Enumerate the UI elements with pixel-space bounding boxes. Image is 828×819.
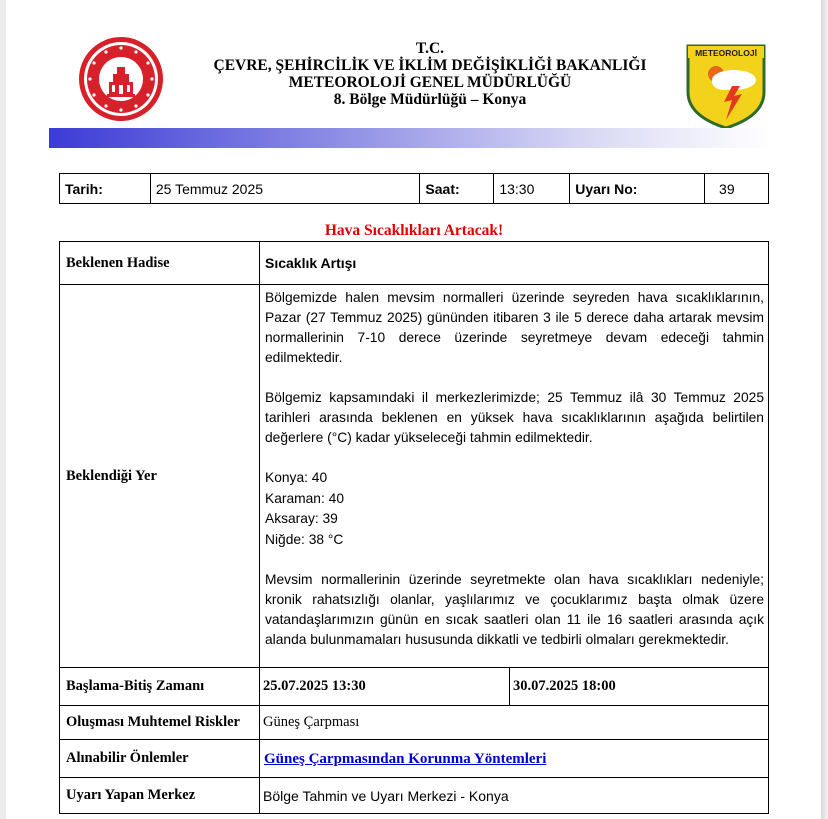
page-edge	[821, 0, 828, 819]
end-time: 30.07.2025 18:00	[510, 668, 769, 706]
measures-row	[60, 740, 769, 778]
time-range-row	[60, 668, 769, 706]
center-value: Bölge Tahmin ve Uyarı Merkezi - Konya	[260, 778, 769, 814]
forecast-paragraph: Bölgemizde halen mevsim normalleri üzerinde seyreden hava sıcaklıklarının, Pazar (27 Temmuz 2025) gününden itibaren 3 ile 5 derece daha artarak mevsim normallerinin 7-10 derece üzerinde seyretmeye devam edeceği tahmin edilmektedir.	[265, 290, 764, 365]
warning-no-value: 39	[705, 174, 769, 204]
time-range-label: Başlama-Bitiş Zamanı	[60, 668, 260, 706]
risks-row	[60, 706, 769, 740]
city-temperature: Niğde: 38 °C	[265, 531, 344, 547]
event-value: Sıcaklık Artışı	[260, 242, 769, 285]
header-ministry: ÇEVRE, ŞEHİRCİLİK VE İKLİM DEĞİŞİKLİĞİ BAKANLIĞI	[213, 57, 647, 74]
start-time: 25.07.2025 13:30	[260, 668, 510, 706]
header-tc: T.C.	[415, 40, 445, 57]
location-label: Beklendiği Yer	[60, 285, 260, 668]
advice-paragraph: Mevsim normallerinin üzerinde seyretmekte olan hava sıcaklıkları nedeniyle; kronik rahatsızlığı olanlar, yaşlılarımız ve çocuklarımız başta olmak üzere vatandaşlarımızın günün en sıcak saatleri olan 11 ile 16 saatleri arasında açık alanda bulunmamaları hususunda dikkatli ve tedbirli olmaları gerekmektedir.	[265, 572, 764, 647]
time-value: 13:30	[494, 174, 570, 204]
header-region: 8. Bölge Müdürlüğü – Konya	[333, 91, 527, 108]
alert-title: Hava Sıcaklıkları Artacak!	[324, 222, 504, 239]
emblem-label: METEOROLOJİ	[695, 48, 757, 58]
measures-cell	[260, 740, 769, 778]
event-row	[60, 242, 769, 285]
date-value: 25 Temmuz 2025	[150, 174, 420, 204]
header-gradient-bar	[49, 128, 771, 148]
location-description	[260, 285, 769, 668]
date-label: Tarih:	[60, 174, 151, 204]
time-label: Saat:	[420, 174, 494, 204]
ministry-header	[180, 40, 680, 108]
warning-info-table	[59, 173, 769, 204]
meteorology-emblem-icon	[686, 44, 766, 130]
risks-label: Oluşması Muhtemel Riskler	[60, 706, 260, 740]
risks-value: Güneş Çarpması	[260, 706, 769, 740]
ministry-seal-icon	[78, 36, 164, 122]
measures-label: Alınabilir Önlemler	[60, 740, 260, 778]
protection-methods-link[interactable]: Güneş Çarpmasından Korunma Yöntemleri	[264, 750, 547, 767]
warning-no-label: Uyarı No:	[570, 174, 705, 204]
event-label: Beklenen Hadise	[60, 242, 260, 285]
location-row	[60, 285, 769, 668]
city-temperature: Aksaray: 39	[265, 511, 338, 526]
city-temperature: Karaman: 40	[265, 490, 344, 506]
temperature-paragraph: Bölgemiz kapsamındaki il merkezlerimizde; 25 Temmuz ilâ 30 Temmuz 2025 tarihleri arasında beklenen en yüksek hava sıcaklıklarının aşağıda belirtilen değerlere (°C) kadar yükseleceği tahmin edilmektedir.	[265, 390, 764, 445]
city-temperature: Konya: 40	[265, 470, 328, 485]
warning-details-table	[59, 241, 769, 814]
header-directorate: METEOROLOJİ GENEL MÜDÜRLÜĞÜ	[288, 74, 572, 91]
center-label: Uyarı Yapan Merkez	[60, 778, 260, 814]
center-row	[60, 778, 769, 814]
